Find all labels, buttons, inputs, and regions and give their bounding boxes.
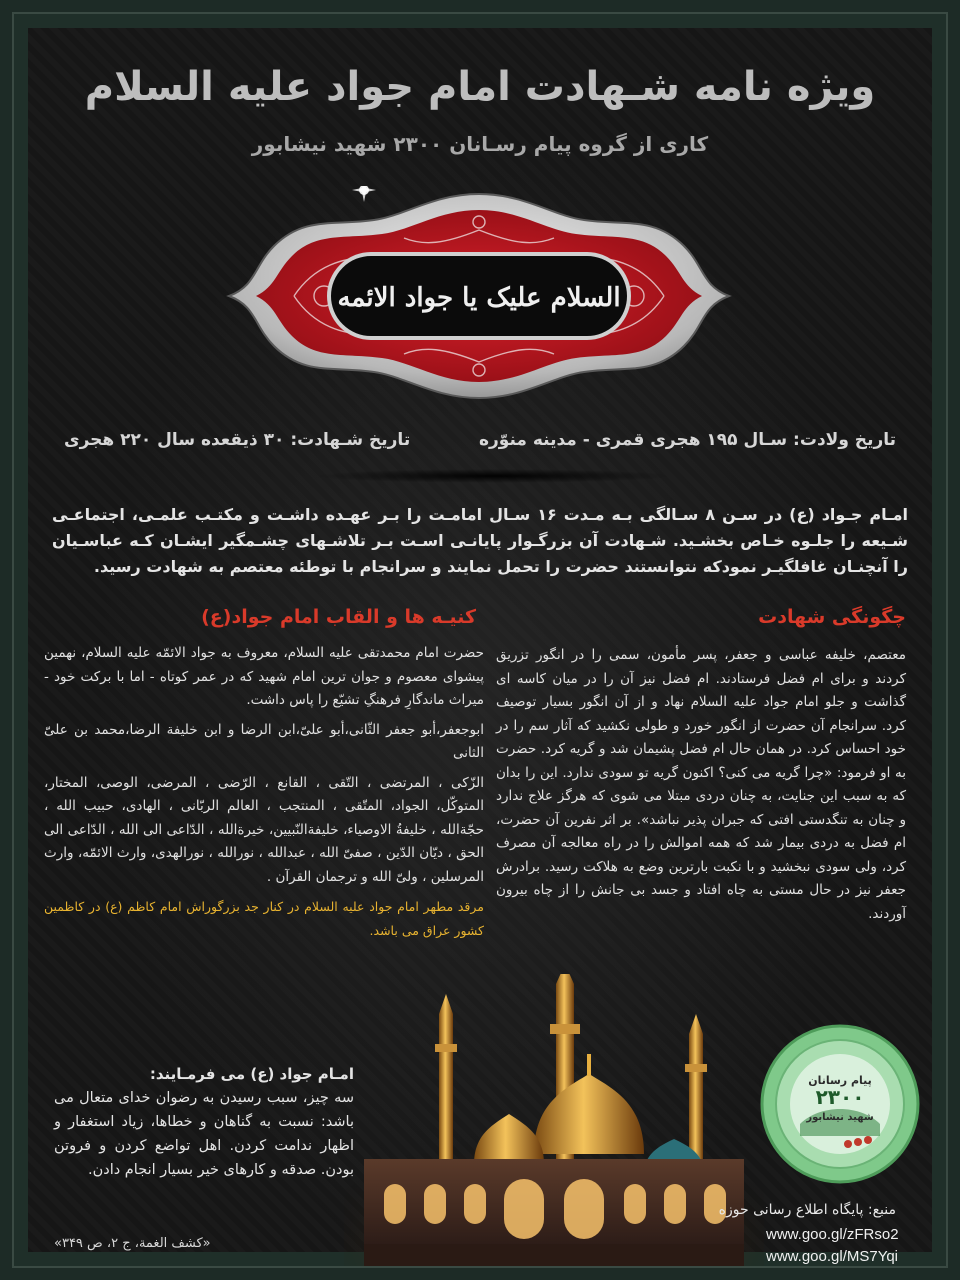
shrine-note: مرقد مطهر امام جواد علیه السلام در کنار جد بزرگوراش امام کاظم (ع) در کاظمین کشور عراق می باشد. [44, 899, 484, 938]
titles-column [44, 642, 484, 949]
page-subtitle: کاری از گروه پیام رسـانان ۲۳۰۰ شهید نیشابور [251, 132, 709, 156]
quote-block [54, 1062, 354, 1182]
group-badge-logo [760, 1024, 920, 1184]
calligraphy-emblem [224, 186, 734, 406]
martyrdom-date: تاریخ شـهادت: ۳۰ ذیقعده سال ۲۲۰ هجری [64, 430, 411, 450]
badge-number: ۲۳۰۰ [815, 1085, 865, 1109]
source-links [766, 1224, 899, 1266]
section-title-titles: کنیـه ها و القاب امام جواد(ع) [201, 606, 476, 628]
dome-large [534, 1074, 644, 1154]
badge-line2: شهید نیشابور [806, 1112, 874, 1123]
quote-text: سه چیز، سبب رسیدن به رضوان خدای متعال می باشد: نسبت به گناهان و خطاها، زیاد استغفار و اظهار ندامت کردن. اهل تواضع کردن و فروتن بودن. صدقه و کارهای خیر بسیار انجام دادن. [54, 1090, 354, 1178]
source-link-2[interactable]: www.goo.gl/MS7Yqi [766, 1248, 899, 1265]
divider [314, 469, 674, 483]
titles-paragraph-1: حضرت امام محمدتقی علیه السلام، معروف به جواد الائمّه علیه السلام، نهمین پیشوای معصوم و جوان ترین امام شهید که در عمر کوتاه - اما با برکت خود - میراث ماندگارِ فرهنگِ تشیّع را پاس داشت. [44, 645, 484, 708]
titles-paragraph-3: الزّکی ، المرتضی ، التّقی ، القانع ، الرّضی ، المرضی، الوصی، المختار، المتوکّل، الجواد، المتّقی ، المنتجب ، العالم الربّانی ، الهادی، حبیب الله ، حجّةالله ، خلیفةُ الاوصیاء، خلیفةالنّبیین، خیرةالله ، الدّاعی الی الله ، الدّاعی الی الحق ، دیّان الدّین ، صفیّ الله ، عبدالله ، نورالله ، نورالهدی، وارث الائمّه، وارث المرسلین ، ولیّ الله و ترجمان القرآن . [44, 774, 484, 885]
section-title-martyrdom: چگونگی شهادت [758, 606, 906, 628]
page-title: ویژه نامه شـهادت امام جواد علیه السلام [84, 64, 876, 110]
dates-row [64, 430, 896, 460]
badge-line1: پیام رسانان [808, 1074, 872, 1087]
titles-paragraph-2: ابوجعفر،أبو جعفر الثّانی،أبو علیّ،ابن الرضا و ابن خلیفة الرضا،محمد بن علیّ الثانی [44, 721, 484, 761]
birth-date: تاریخ ولادت: سـال ۱۹۵ هجری قمری - مدینه منوّره [478, 430, 896, 450]
source-label: منبع: پایگاه اطلاع رسانی حوزه [718, 1202, 896, 1218]
quote-title: امـام جواد (ع) می فرمـایند: [149, 1065, 354, 1083]
martyrdom-text: معتصم، خلیفه عباسی و جعفر، پسر مأمون، سمی را در انگور تزریق کردند و برای ام فضل فرستادند. ام فضل نیز آن را در میان کاسه ای گذاشت و جلو امام جواد علیه السلام نهاد و از آن انگور بسیار توصیف کرد. سرانجام آن حضرت از انگور خورد و طولی نکشید که آثار سم را در خود احساس کرد. در همان حال ام فضل پشیمان شد و گریه کرد. حضرت به او فرمود: «چرا گریه می کنی؟ اکنون گریه تو سودی ندارد. این را بدان که به سبب این جنایت، به چنان دردی مبتلا می شوی که هرگز علاج ندارد و چنان به تنگدستی افتی که جبران پذیر نباشد». بر اثر نفرین آن حضرت، ام فضل به دردی بیمار شد که همه اموالش را در راه معالجه آن مصرف کرد، ولی سودی نبخشید و با نکبت بارترین وضع به هلاکت رسید. برادرش جعفر نیز در حال مستی به چاه افتاد و جسد بی جانش را از چاه بیرون آوردند. [496, 647, 906, 922]
emblem-calligraphy: السلام علیک یا جواد الائمه [337, 283, 621, 313]
poster-frame [14, 14, 946, 1266]
source-link-1[interactable]: www.goo.gl/zFRso2 [766, 1226, 899, 1243]
shrine-image [344, 974, 764, 1266]
quote-reference: «کشف الغمة، ج ۲، ص ۳۴۹» [54, 1236, 211, 1251]
intro-paragraph: امـام جـواد (ع) در سـن ۸ سـالگی بـه مـدت ۱۶ سـال امامـت را بـر عهـده داشـت و مکتـب علمـی، اجتماعـی شـیعه را جلـوه خـاص بخشـید. شـهادت آن بزرگـوار پایانـی اسـت بـر تلاشـهای چشـمگیر ایشـان کـه عباسـیان را آنچنـان غافلگیـر نمودکه نتوانستند حضرت را تحمل نمایند و سرانجام با توطئه معتصم به شهادت رسید. [52, 505, 909, 576]
